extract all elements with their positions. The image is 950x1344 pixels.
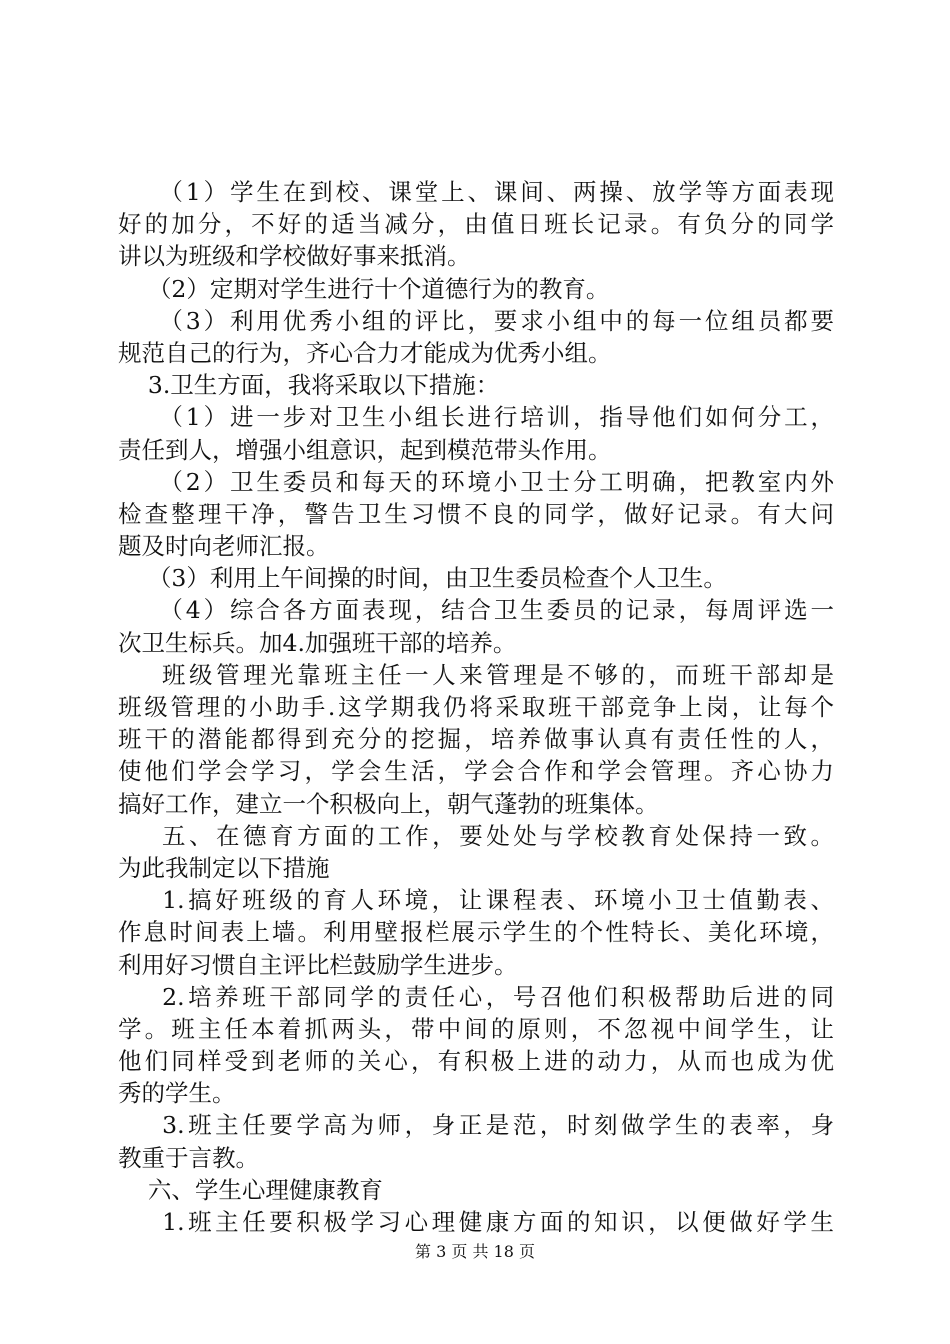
text-line: 题及时向老师汇报。 — [118, 532, 330, 561]
text-line: 3.卫生方面，我将采取以下措施： — [118, 371, 500, 400]
text-line: （3）利用优秀小组的评比，要求小组中的每一位组员都要 — [118, 306, 834, 335]
text-line: （2）定期对学生进行十个道德行为的教育。 — [118, 274, 610, 303]
text-line: 他们同样受到老师的关心，有积极上进的动力，从而也成为优 — [118, 1047, 834, 1076]
text-line: 五、在德育方面的工作，要处处与学校教育处保持一致。 — [118, 821, 834, 850]
text-line: 规范自己的行为，齐心合力才能成为优秀小组。 — [118, 338, 612, 367]
text-line: 1.班主任要积极学习心理健康方面的知识，以便做好学生 — [118, 1208, 834, 1236]
text-line: 六、学生心理健康教育 — [118, 1175, 383, 1204]
text-line: 3.班主任要学高为师，身正是范，时刻做学生的表率，身 — [118, 1111, 834, 1140]
document-body — [118, 176, 834, 1238]
text-line: 利用好习惯自主评比栏鼓励学生进步。 — [118, 950, 518, 979]
text-line: （4）综合各方面表现，结合卫生委员的记录，每周评选一 — [118, 596, 834, 625]
text-line: 讲以为班级和学校做好事来抵消。 — [118, 242, 471, 271]
text-line: 好的加分，不好的适当减分，由值日班长记录。有负分的同学 — [118, 210, 834, 239]
text-line: 学。班主任本着抓两头，带中间的原则，不忽视中间学生，让 — [118, 1014, 834, 1043]
text-line: （1）学生在到校、课堂上、课间、两操、放学等方面表现 — [118, 178, 834, 206]
text-line: 2.培养班干部同学的责任心，号召他们积极帮助后进的同 — [118, 982, 834, 1011]
text-line: 责任到人，增强小组意识，起到模范带头作用。 — [118, 435, 612, 464]
text-line: 搞好工作，建立一个积极向上，朝气蓬勃的班集体。 — [118, 789, 659, 818]
page-footer: 第 3 页 共 18 页 — [415, 1242, 535, 1261]
text-line: （1）进一步对卫生小组长进行培训，指导他们如何分工， — [118, 403, 834, 432]
text-line: 班级管理的小助手.这学期我仍将采取班干部竞争上岗，让每个 — [118, 693, 834, 721]
text-line: 班级管理光靠班主任一人来管理是不够的，而班干部却是 — [118, 660, 834, 689]
text-line: 教重于言教。 — [118, 1143, 259, 1172]
text-line: 1.搞好班级的育人环境，让课程表、环境小卫士值勤表、 — [118, 886, 834, 915]
text-line: （3）利用上午间操的时间，由卫生委员检查个人卫生。 — [118, 564, 727, 593]
text-line: （2）卫生委员和每天的环境小卫士分工明确，把教室内外 — [118, 467, 834, 496]
text-line: 为此我制定以下措施 — [118, 853, 330, 882]
text-line: 作息时间表上墙。利用壁报栏展示学生的个性特长、美化环境， — [118, 918, 834, 947]
text-line: 次卫生标兵。加4.加强班干部的培养。 — [118, 628, 517, 657]
text-line: 使他们学会学习，学会生活，学会合作和学会管理。齐心协力 — [118, 757, 834, 786]
text-line: 班干的潜能都得到充分的挖掘，培养做事认真有责任性的人， — [118, 725, 834, 754]
text-line: 秀的学生。 — [118, 1079, 236, 1108]
text-line: 检查整理干净，警告卫生习惯不良的同学，做好记录。有大问 — [118, 499, 834, 528]
